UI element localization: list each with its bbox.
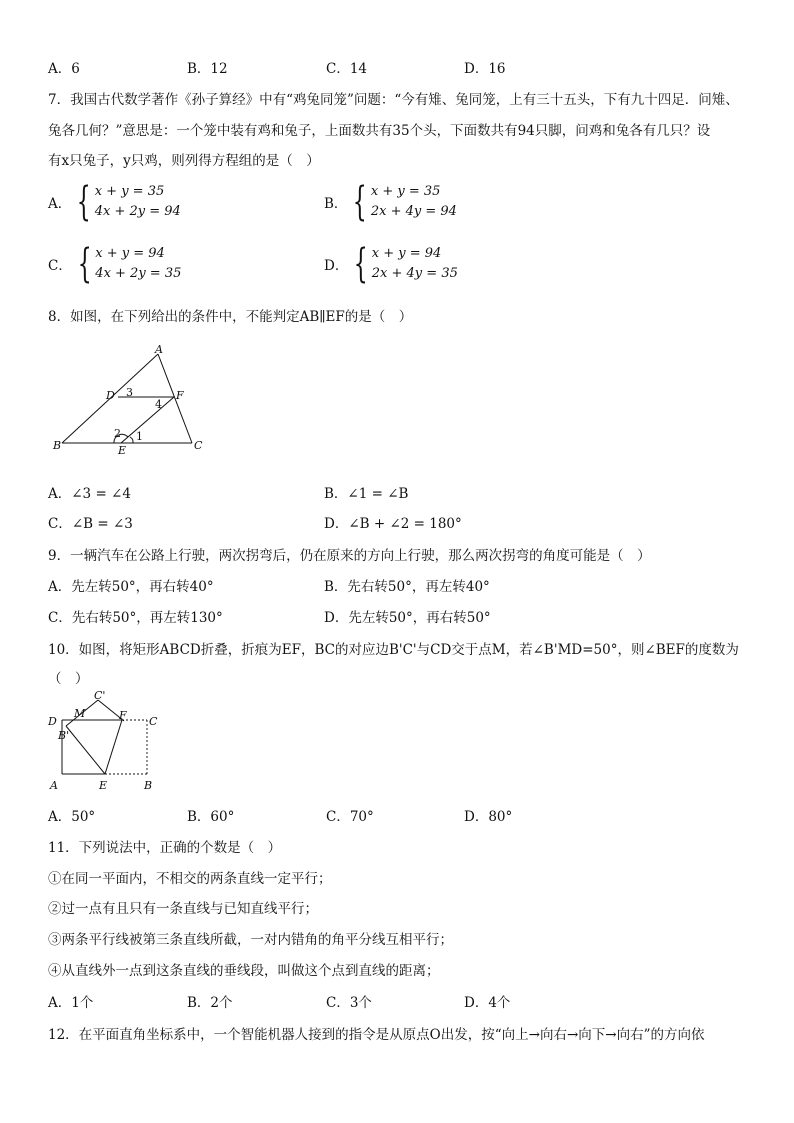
- q8-triangle-figure: [50, 342, 210, 460]
- q10-stem: 10．如图，将矩形ABCD折叠，折痕为EF，BC的对应边B'C'与CD交于点M，若∠B'MD=50°，则∠BEF的度数为: [48, 642, 739, 658]
- q9-option-b: B．先右转50°，再左转40°: [324, 579, 490, 595]
- q7-d-eq2: 2x + 4y = 35: [371, 266, 458, 281]
- label-3: 3: [126, 386, 133, 399]
- label-b: B: [144, 779, 153, 792]
- q11-statement-1: ①在同一平面内，不相交的两条直线一定平行；: [48, 871, 332, 887]
- label-c: C: [149, 715, 158, 728]
- q7-option-d: [324, 241, 458, 287]
- q7-a-eq1: x + y = 35: [94, 184, 165, 199]
- q7-option-a: [48, 179, 181, 225]
- q11-option-b: B．2个: [187, 995, 233, 1011]
- label-f: F: [119, 709, 127, 722]
- q7-d-eq1: x + y = 94: [371, 246, 442, 261]
- q7-option-d-label: D．: [324, 258, 349, 274]
- label-e: E: [99, 779, 108, 792]
- q6-option-a: A．6: [48, 61, 80, 77]
- label-1: 1: [136, 430, 143, 443]
- q7-b-eq1: x + y = 35: [370, 184, 441, 199]
- label-d: D: [106, 389, 115, 402]
- q11-statement-2: ②过一点有且只有一条直线与已知直线平行；: [48, 901, 318, 917]
- q9-option-a: A．先左转50°，再右转40°: [48, 579, 214, 595]
- label-e: E: [118, 444, 127, 457]
- q11-option-a: A．1个: [48, 995, 94, 1011]
- q7-option-c-label: C．: [48, 258, 72, 274]
- q7-stem-line2: 兔各几何？”意思是：一个笼中装有鸡和兔子，上面数共有35个头，下面数共有94只脚，问鸡和兔各有几只？设: [48, 123, 711, 139]
- label-4: 4: [155, 398, 162, 411]
- label-d: D: [48, 715, 57, 728]
- line-ac: [158, 354, 192, 443]
- q9-stem: 9．一辆汽车在公路上行驶，两次拐弯后，仍在原来的方向上行驶，那么两次拐弯的角度可能是（ ）: [48, 548, 651, 564]
- label-a: A: [155, 343, 163, 356]
- q8-option-d: D．∠B + ∠2 = 180°: [324, 516, 462, 532]
- q10-option-b: B．60°: [187, 809, 235, 825]
- q11-option-d: D．4个: [464, 995, 511, 1011]
- q6-option-c: C．14: [326, 61, 368, 77]
- line-ef: [121, 397, 174, 443]
- q12-stem: 12．在平面直角坐标系中，一个智能机器人接到的指令是从原点O出发，按“向上→向右→向下→向右”的方向依: [48, 1027, 705, 1043]
- q6-option-d: D．16: [464, 61, 506, 77]
- q7-option-b-label: B．: [324, 196, 348, 212]
- q7-a-eq2: 4x + 2y = 94: [94, 204, 181, 219]
- label-m: M: [74, 707, 86, 720]
- q7-c-eq1: x + y = 94: [95, 246, 165, 261]
- q9-option-d: D．先左转50°，再右转50°: [324, 610, 491, 626]
- q7-stem-line1: 7．我国古代数学著作《孙子算经》中有“鸡兔同笼”问题：“今有雉、兔同笼，上有三十五头，下有九十四足．问雉、: [48, 92, 739, 108]
- label-bp: B': [58, 729, 70, 742]
- q11-statement-4: ④从直线外一点到这条直线的垂线段，叫做这个点到直线的距离；: [48, 963, 440, 979]
- q8-stem: 8．如图，在下列给出的条件中，不能判定AB∥EF的是（ ）: [48, 309, 413, 325]
- q10-stem-paren: （ ）: [48, 671, 89, 687]
- q8-option-a: A．∠3 = ∠4: [48, 486, 131, 502]
- label-c: C: [194, 439, 203, 452]
- q10-option-d: D．80°: [464, 809, 513, 825]
- brace: {: [76, 179, 91, 225]
- brace: {: [77, 241, 92, 287]
- label-b: B: [53, 439, 62, 452]
- q10-option-a: A．50°: [48, 809, 96, 825]
- label-f: F: [176, 389, 184, 402]
- q7-option-a-label: A．: [48, 196, 72, 212]
- q7-stem-line3: 有x只兔子，y只鸡，则列得方程组的是（ ）: [48, 153, 320, 169]
- brace: {: [354, 241, 369, 287]
- line-bpe: [66, 726, 105, 774]
- q9-option-c: C．先右转50°，再左转130°: [48, 610, 223, 626]
- q8-option-c: C．∠B = ∠3: [48, 516, 133, 532]
- q10-option-c: C．70°: [326, 809, 374, 825]
- q11-statement-3: ③两条平行线被第三条直线所截，一对内错角的角平分线互相平行；: [48, 932, 453, 948]
- q7-option-b: [324, 179, 457, 225]
- q11-option-c: C．3个: [326, 995, 372, 1011]
- q7-c-eq2: 4x + 2y = 35: [95, 266, 182, 281]
- label-a: A: [50, 779, 58, 792]
- angle-1-arc: [130, 437, 133, 443]
- line-ef: [105, 720, 122, 774]
- q8-option-b: B．∠1 = ∠B: [324, 486, 409, 502]
- q7-b-eq2: 2x + 4y = 94: [370, 204, 457, 219]
- q11-stem: 11．下列说法中，正确的个数是（ ）: [48, 840, 282, 856]
- brace: {: [353, 179, 368, 225]
- label-2: 2: [114, 427, 121, 440]
- q7-option-c: [48, 241, 182, 287]
- q6-option-b: B．12: [187, 61, 228, 77]
- q10-rectangle-figure: [44, 688, 174, 794]
- label-cp: C': [94, 689, 106, 702]
